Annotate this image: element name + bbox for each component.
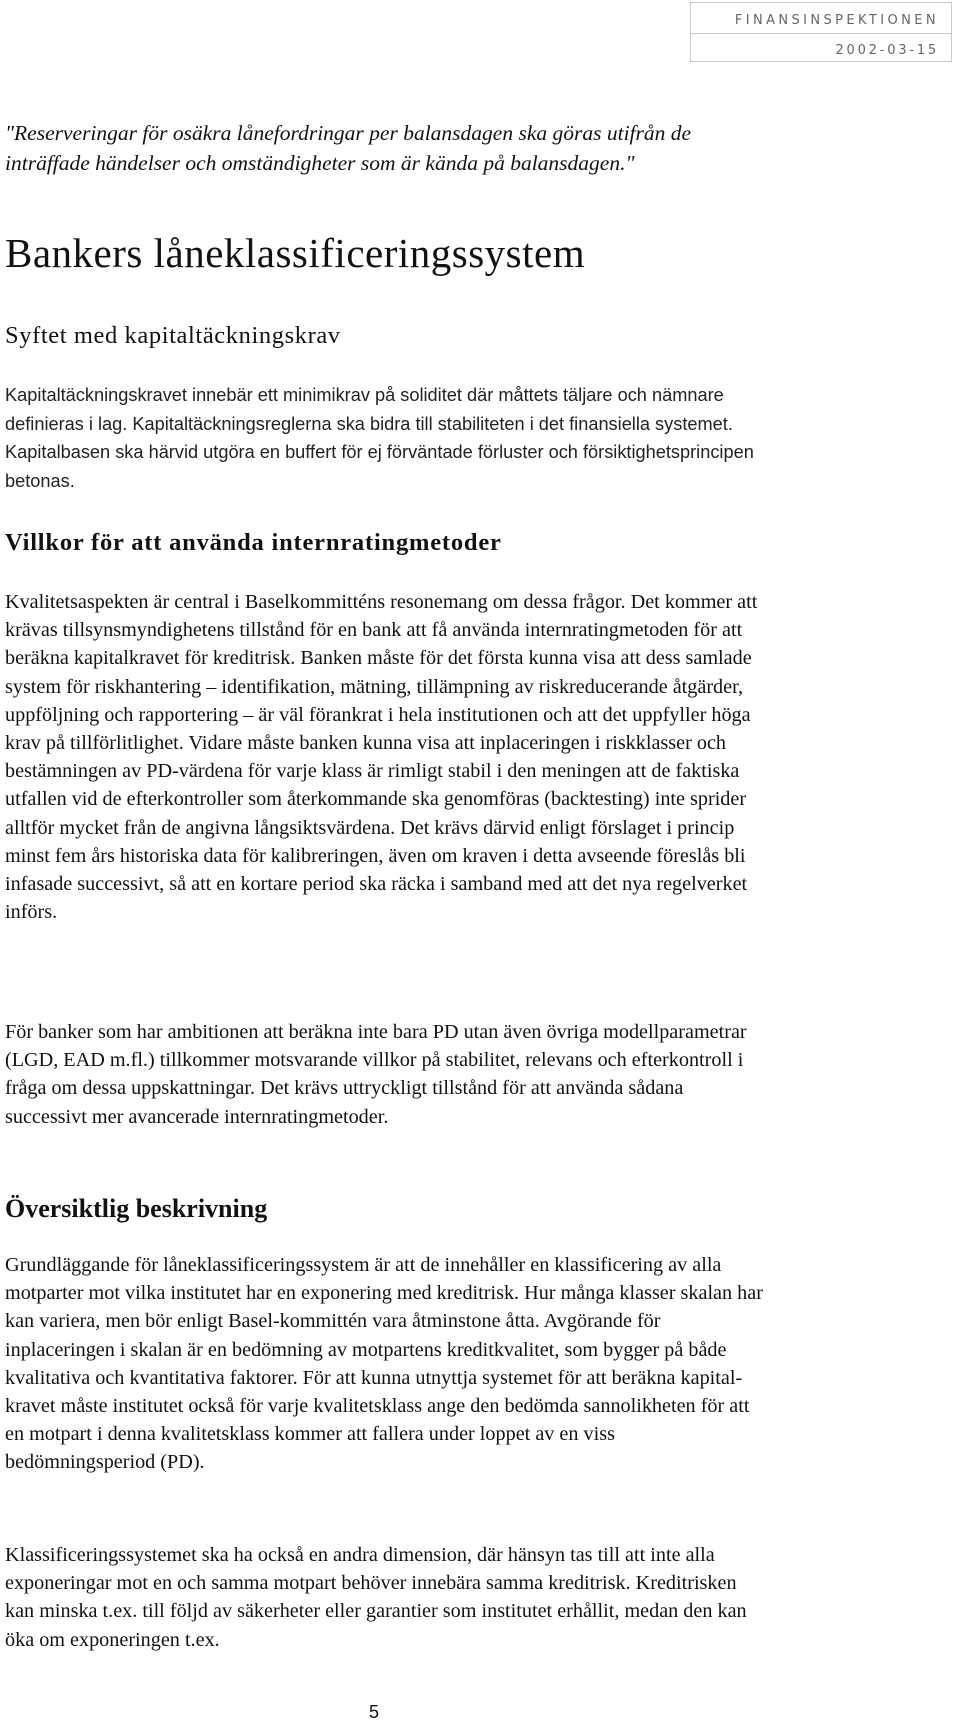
page-number: 5 (369, 1702, 380, 1722)
paragraph-overview-2: Klassificeringssystemet ska ha också en andra dimension, där hänsyn tas till att inte alla exponeringar mot en och samma motpart behöver innebära samma kreditrisk. Kreditrisken kan minska t.ex. till följd av säkerheter eller garantier som institutet erhållit, medan den kan öka om exponeringen t.ex. (5, 1544, 747, 1651)
paragraph-overview-1: Grundläggande för låneklassificeringssystem är att de innehåller en klassificering av alla motparter mot vilka institutet har en exponering med kreditrisk. Hur många klasser skalan har kan variera, men bör enligt Basel-kommittén vara åtminstone åtta. Avgörande för inplaceringen i skalan är en bedömning av motpartens kreditkvalitet, som bygger på både kvalitativa och kvantitativa faktorer. För att kunna utnyttja systemet för att beräkna kapital-kravet måste institutet också för varje kvalitetsklass ange den bedömda sannolikheten för att en motpart i denna kvalitetsklass kommer att fallera under loppet av en viss bedömningsperiod (PD). (5, 1254, 763, 1474)
paragraph-conditions-2: För banker som har ambitionen att beräkna inte bara PD utan även övriga modellparametrar (LGD, EAD m.fl.) tillkommer motsvarande villkor på stabilitet, relevans och efterkontroll i fråga om dessa uppskattningar. Det krävs uttryckligt tillstånd för att använda sådana successivt mer avancerade internratingmetoder. (5, 1021, 747, 1128)
document-date: 2002-03-15 (835, 43, 939, 58)
paragraph-conditions-1: Kvalitetsaspekten är central i Baselkommitténs resonemang om dessa frågor. Det kommer att krävas tillsynsmyndighetens tillstånd för en bank att få använda internratingmetoden för att beräkna kapitalkravet för kreditrisk. Banken måste för det första kunna visa att dess samlade system för riskhantering – identifikation, mätning, tillämpning av riskreducerande åtgärder, uppföljning och rapportering – är väl förankrat i hela institutionen och att det uppfyller höga krav på tillförlitlighet. Vidare måste banken kunna visa att inplaceringen i riskklasser och bestämningen av PD-värdena för varje klass är rimligt stabil i den meningen att de faktiska utfallen vid de efterkontroller som återkommande ska genomföras (backtesting) inte sprider alltför mycket från de angivna långsiktsvärdena. Det krävs därvid enligt förslaget i princip minst fem års historiska data för kalibreringen, även om kraven i detta avseende föreslås bli infasade successivt, så att en kortare period ska räcka i samband med att det nya regelverket införs. (5, 591, 758, 924)
paragraph-capital-requirements: Kapitaltäckningskravet innebär ett minimikrav på soliditet där måttets täljare och nämnare definieras i lag. Kapitaltäckningsreglerna ska bidra till stabiliteten i det finansiella systemet. Kapitalbasen ska härvid utgöra en buffert för ej förväntade förluster och försiktighetsprincipen betonas. (5, 385, 754, 491)
header-divider (691, 33, 951, 34)
heading-overview: Översiktlig beskrivning (5, 1194, 268, 1223)
organization-name: FINANSINSPEKTIONEN (734, 13, 939, 28)
quote-text: "Reserveringar för osäkra lånefordringar per balansdagen ska göras utifrån de inträffade händelser och omständigheter som är kända på balansdagen." (5, 121, 692, 175)
header-box (690, 2, 952, 62)
heading-conditions: Villkor för att använda internratingmetoder (5, 529, 502, 556)
heading-capital-requirements: Syftet med kapitaltäckningskrav (5, 322, 341, 349)
page-title: Bankers låneklassificeringssystem (5, 230, 586, 276)
